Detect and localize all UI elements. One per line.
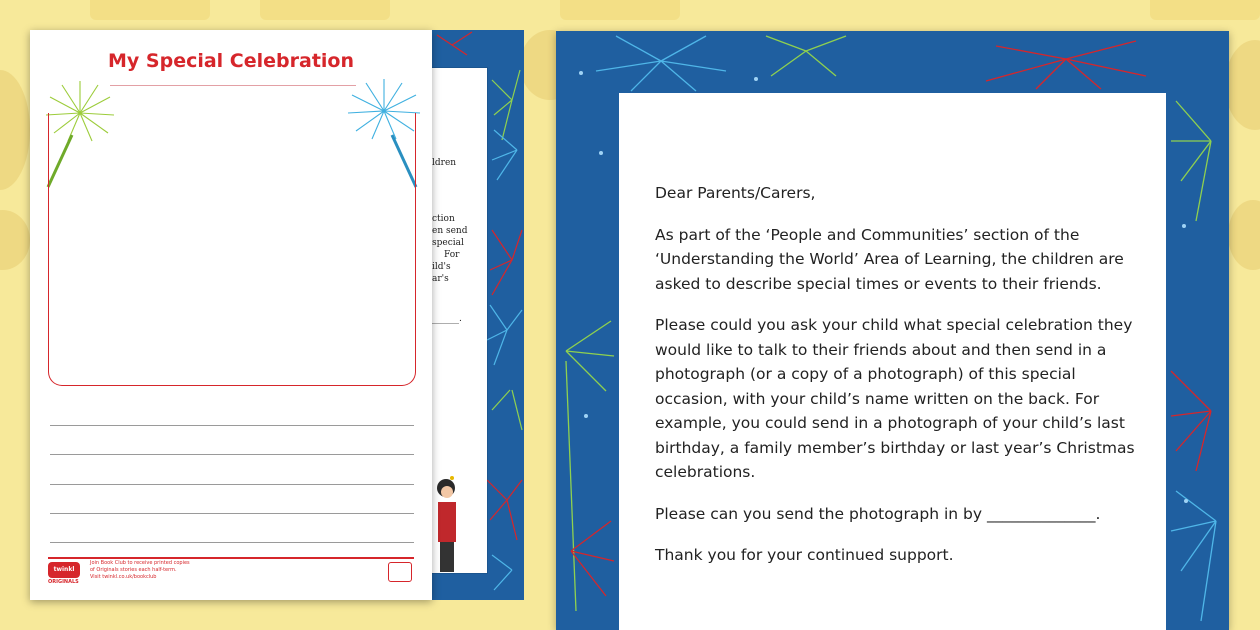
bg-tile [90, 0, 210, 20]
writing-line [50, 484, 414, 485]
footer-divider [48, 557, 414, 559]
gold-coin-decoration [1228, 200, 1260, 270]
letter-paragraph: Please could you ask your child what special celebration they would like to talk to their friends about and then send in a photograph (or a copy of a photograph) of this special occasion, with your child’s name written on the back. For example, you could send in a photograph of your child’s last birthday, a family member’s birthday or last year’s Christmas celebrations. [655, 316, 1135, 481]
character-illustration [434, 468, 458, 578]
gold-coin-decoration [0, 210, 30, 270]
footer-line: Visit twinkl.co.uk/bookclub [90, 574, 157, 580]
footer-note [90, 560, 240, 581]
gold-coin-decoration [1225, 40, 1260, 130]
letter-greeting: Dear Parents/Carers, [655, 184, 816, 202]
title-divider [110, 85, 356, 86]
brand-subtitle: ORIGINALS [48, 579, 79, 585]
celebration-worksheet [30, 30, 432, 600]
writing-line [50, 454, 414, 455]
letter-paper [619, 93, 1166, 630]
letter-closing: Thank you for your continued support. [655, 546, 954, 564]
photo-frame [48, 113, 416, 386]
back-letter-paper [432, 68, 487, 573]
back-letter-fragment: special [432, 238, 464, 248]
back-letter-fragment: ldren [432, 158, 457, 168]
bg-tile [1150, 0, 1260, 20]
parent-letter [556, 31, 1229, 630]
footer-line: of Originals stories each half-term. [90, 567, 177, 573]
footer-line: Join Book Club to receive printed copies [90, 560, 190, 566]
back-letter [432, 30, 524, 600]
bg-tile [560, 0, 680, 20]
back-letter-fragment: ction [432, 214, 455, 224]
book-club-logo-icon [388, 562, 412, 582]
letter-body [655, 181, 1145, 585]
writing-line [50, 542, 414, 543]
worksheet-title: My Special Celebration [108, 50, 354, 72]
brand-logo: twinkl [48, 562, 80, 578]
writing-line [50, 425, 414, 426]
back-letter-fragment: ar's [432, 274, 449, 284]
letter-paragraph: Please can you send the photograph in by ______________. [655, 504, 1101, 523]
letter-paragraph: As part of the ‘People and Communities’ section of the ‘Understanding the World’ Area of Learning, the children are asked to describe special times or events to their friends. [655, 225, 1124, 293]
back-letter-fragment: For [444, 250, 460, 260]
back-letter-fragment: ______. [432, 314, 462, 324]
bg-tile [260, 0, 390, 20]
back-letter-fragment: ild's [432, 262, 451, 272]
gold-coin-decoration [0, 70, 30, 190]
back-letter-fragment: en send [432, 226, 468, 236]
writing-line [50, 513, 414, 514]
